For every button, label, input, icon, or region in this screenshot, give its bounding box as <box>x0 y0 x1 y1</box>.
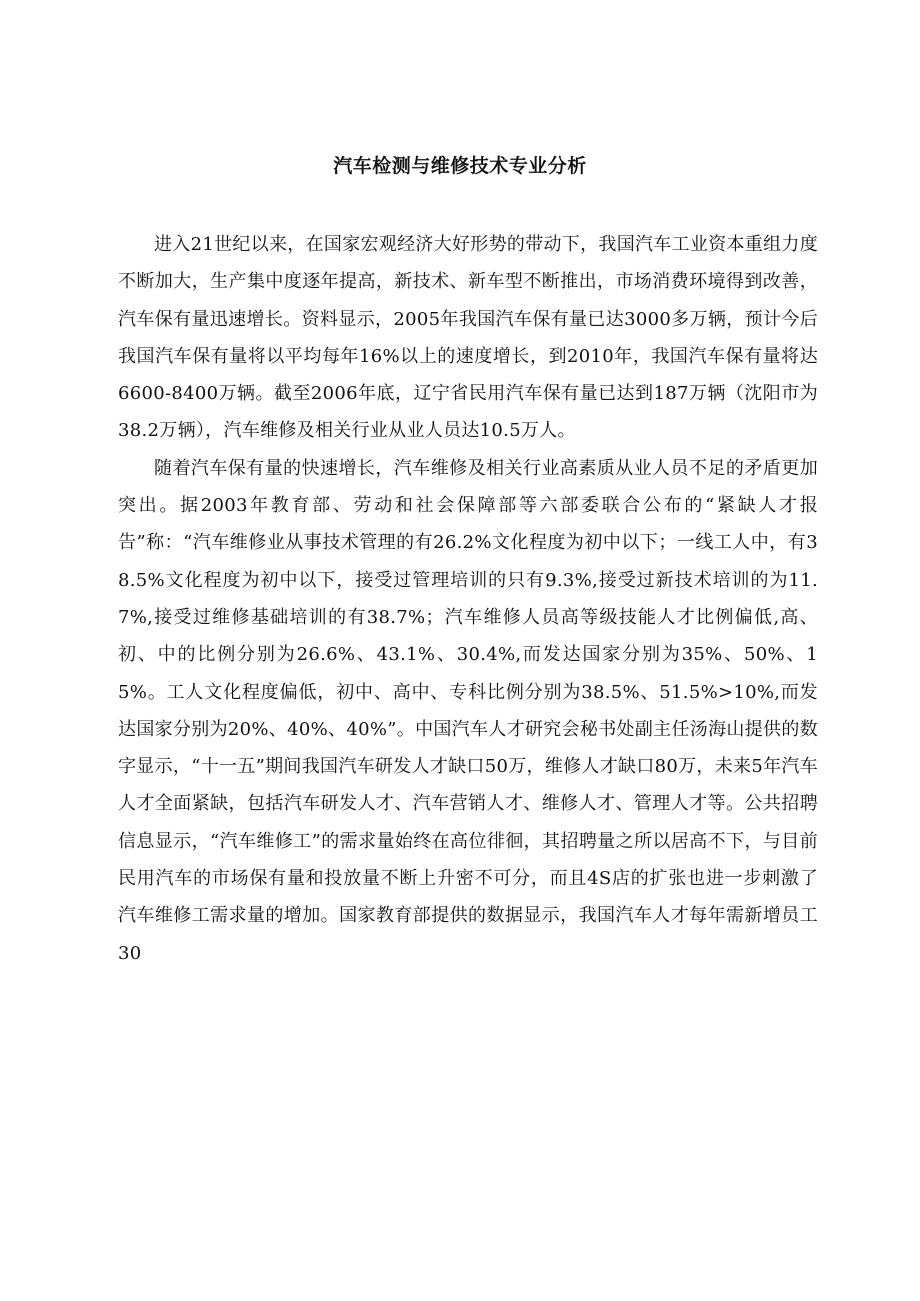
paragraph-2: 随着汽车保有量的快速增长，汽车维修及相关行业高素质从业人员不足的矛盾更加突出。据2003年教育部、劳动和社会保障部等六部委联合公布的“紧缺人才报告”称：“汽车维修业从事技术管理的有26.2%文化程度为初中以下；一线工人中，有38.5%文化程度为初中以下，接受过管理培训的只有9.3%,接受过新技术培训的为11.7%,接受过维修基础培训的有38.7%；汽车维修人员高等级技能人才比例偏低,高、初、中的比例分别为26.6%、43.1%、30.4%,而发达国家分别为35%、50%、15%。工人文化程度偏低，初中、高中、专科比例分别为38.5%、51.5%>10%,而发达国家分别为20%、40%、40%”。中国汽车人才研究会秘书处副主任汤海山提供的数字显示，“十一五”期间我国汽车研发人才缺口50万，维修人才缺口80万，未来5年汽车人才全面紧缺，包括汽车研发人才、汽车营销人才、维修人才、管理人才等。公共招聘信息显示，“汽车维修工”的需求量始终在高位徘徊，其招聘量之所以居高不下，与目前民用汽车的市场保有量和投放量不断上升密不可分，而且4S店的扩张也进一步刺激了汽车维修工需求量的增加。国家教育部提供的数据显示，我国汽车人才每年需新增员工30 <box>118 457 818 964</box>
document-title: 汽车检测与维修技术专业分析 <box>333 155 587 177</box>
paragraph-1: 进入21世纪以来，在国家宏观经济大好形势的带动下，我国汽车工业资本重组力度不断加大，生产集中度逐年提高，新技术、新车型不断推出，市场消费环境得到改善，汽车保有量迅速增长。资料显示，2005年我国汽车保有量已达3000多万辆，预计今后我国汽车保有量将以平均每年16%以上的速度增长，到2010年，我国汽车保有量将达6600-8400万辆。截至2006年底，辽宁省民用汽车保有量已达到187万辆（沈阳市为38.2万辆），汽车维修及相关行业从业人员达10.5万人。 <box>118 234 819 442</box>
document-body <box>118 226 818 972</box>
